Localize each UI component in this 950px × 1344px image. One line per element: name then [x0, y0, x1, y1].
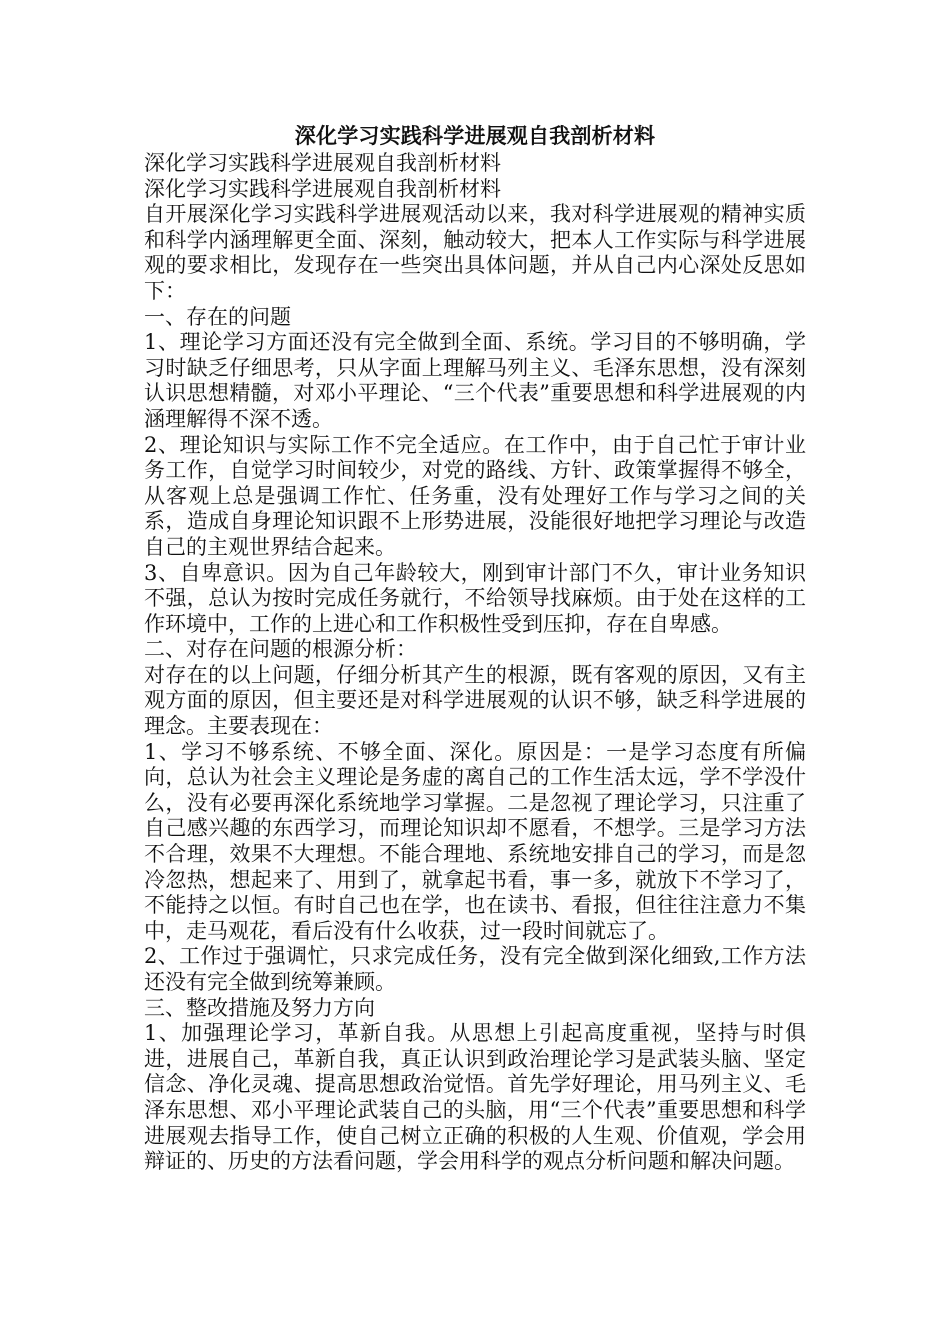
document-title: 深化学习实践科学进展观自我剖析材料 — [294, 123, 656, 148]
section-heading: 三、整改措施及努力方向 — [144, 995, 375, 1020]
body-paragraph: 3、自卑意识。因为自己年龄较大，刚到审计部门不久，审计业务知识不强，总认为按时完成任务就行，不给领导找麻烦。由于处在这样的工作环境中，工作的上进心和工作积极性受到压抑，存在自卑感。 — [144, 560, 806, 636]
section-heading: 一、存在的问题 — [144, 304, 291, 329]
body-paragraph: 对存在的以上问题，仔细分析其产生的根源，既有客观的原因，又有主观方面的原因，但主要还是对科学进展观的认识不够，缺乏科学进展的理念。主要表现在： — [144, 662, 806, 739]
body-paragraph: 1、学习不够系统、不够全面、深化。原因是：一是学习态度有所偏向，总认为社会主义理论是务虚的离自己的工作生活太远，学不学没什么，没有必要再深化系统地学习掌握。二是忽视了理论学习，只注重了自己感兴趣的东西学习，而理论知识却不愿看，不想学。三是学习方法不合理，效果不大理想。不能合理地、系统地安排自己的学习，而是忽冷忽热，想起来了、用到了，就拿起书看，事一多，就放下不学习了，不能持之以恒。有时自己也在学，也在读书、看报，但往往注意力不集中，走马观花，看后没有什么收获，过一段时间就忘了。 — [144, 739, 806, 943]
document-page — [144, 121, 806, 1175]
intro-paragraph: 自开展深化学习实践科学进展观活动以来，我对科学进展观的精神实质和科学内涵理解更全面、深刻，触动较大，把本人工作实际与科学进展观的要求相比，发现存在一些突出具体问题，并从自己内心深处反思如下： — [144, 202, 806, 303]
section-heading: 二、对存在问题的根源分析： — [144, 637, 417, 662]
subtitle-line: 深化学习实践科学进展观自我剖析材料 — [144, 151, 501, 175]
subtitle-line: 深化学习实践科学进展观自我剖析材料 — [144, 176, 501, 201]
body-paragraph: 2、工作过于强调忙，只求完成任务，没有完全做到深化细致,工作方法还没有完全做到统筹兼顾。 — [144, 944, 806, 994]
body-paragraph: 1、加强理论学习，革新自我。从思想上引起高度重视，坚持与时俱进，进展自己，革新自我，真正认识到政治理论学习是武装头脑、坚定信念、净化灵魂、提高思想政治觉悟。首先学好理论，用马列主义、毛泽东思想、邓小平理论武装自己的头脑，用“三个代表”重要思想和科学进展观去指导工作，使自己树立正确的积极的人生观、价值观，学会用辩证的、历史的方法看问题，学会用科学的观点分析问题和解决问题。 — [144, 1021, 806, 1174]
body-paragraph: 1、理论学习方面还没有完全做到全面、系统。学习目的不够明确，学习时缺乏仔细思考，只从字面上理解马列主义、毛泽东思想，没有深刻认识思想精髓，对邓小平理论、“三个代表”重要思想和科学进展观的内涵理解得不深不透。 — [144, 330, 806, 431]
body-paragraph: 2、理论知识与实际工作不完全适应。在工作中，由于自己忙于审计业务工作，自觉学习时间较少，对党的路线、方针、政策掌握得不够全，从客观上总是强调工作忙、任务重，没有处理好工作与学习之间的关系，造成自身理论知识跟不上形势进展，没能很好地把学习理论与改造自己的主观世界结合起来。 — [144, 432, 806, 559]
